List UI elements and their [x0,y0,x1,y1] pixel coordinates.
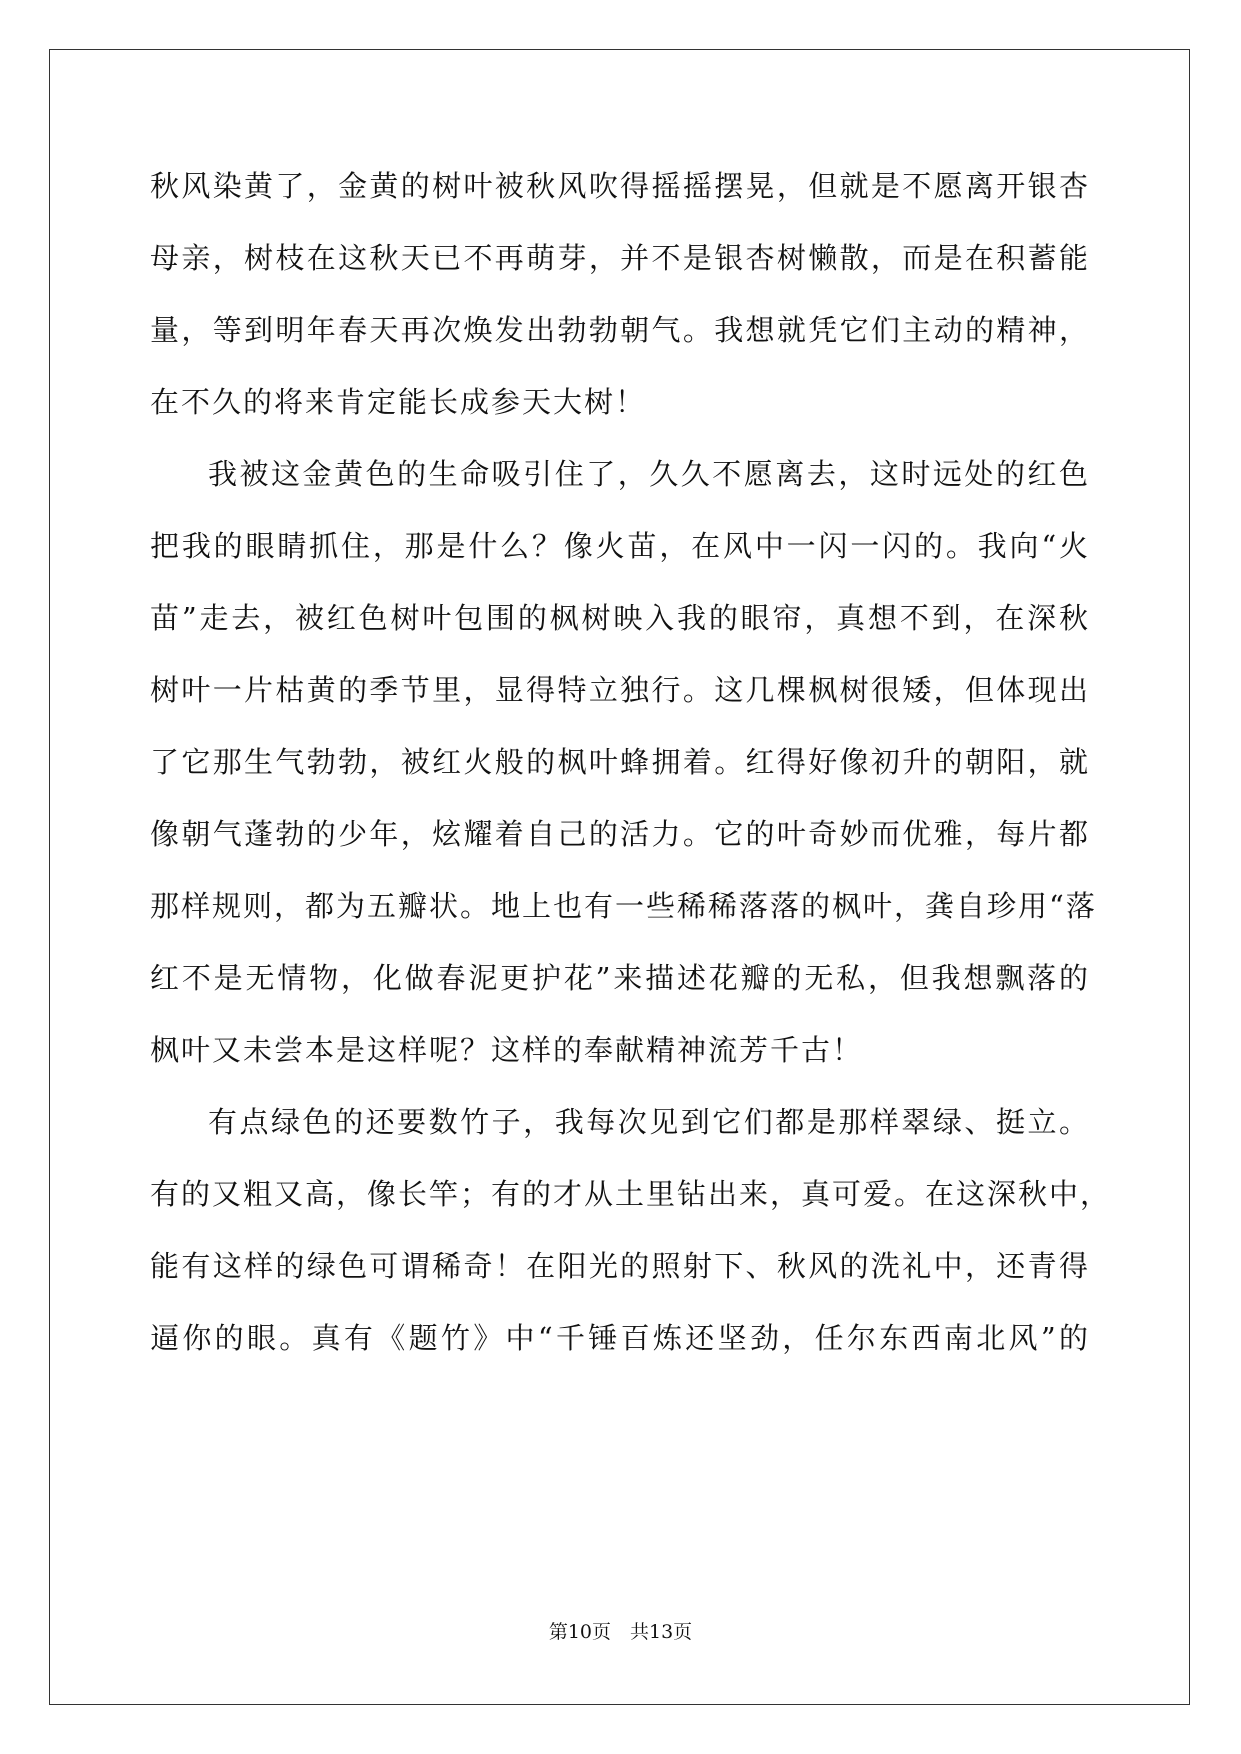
text-line: 母亲，树枝在这秋天已不再萌芽，并不是银杏树懒散，而是在积蓄能 [150,241,1090,275]
text-line: 量，等到明年春天再次焕发出勃勃朝气。我想就凭它们主动的精神， [150,313,1090,347]
text-line: 逼你的眼。真有《题竹》中“千锤百炼还坚劲，任尔东西南北风”的 [150,1321,1090,1355]
text-line: 把我的眼睛抓住，那是什么？像火苗，在风中一闪一闪的。我向“火 [150,529,1090,563]
text-line: 那样规则，都为五瓣状。地上也有一些稀稀落落的枫叶，龚自珍用“落 [150,889,1097,923]
text-line: 我被这金黄色的生命吸引住了，久久不愿离去，这时远处的红色 [208,457,1090,491]
text-line: 能有这样的绿色可谓稀奇！在阳光的照射下、秋风的洗礼中，还青得 [150,1249,1090,1283]
text-line: 像朝气蓬勃的少年，炫耀着自己的活力。它的叶奇妙而优雅，每片都 [150,817,1090,851]
text-line: 了它那生气勃勃，被红火般的枫叶蜂拥着。红得好像初升的朝阳，就 [150,745,1090,779]
text-line: 树叶一片枯黄的季节里，显得特立独行。这几棵枫树很矮，但体现出 [150,673,1090,707]
text-line: 有点绿色的还要数竹子，我每次见到它们都是那样翠绿、挺立。 [208,1105,1090,1139]
text-line: 红不是无情物，化做春泥更护花”来描述花瓣的无私，但我想飘落的 [150,961,1090,995]
text-line: 有的又粗又高，像长竿；有的才从土里钻出来，真可爱。在这深秋中， [150,1177,1112,1211]
document-body [150,150,1112,1374]
text-line: 在不久的将来肯定能长成参天大树！ [150,385,647,419]
text-line: 枫叶又未尝本是这样呢？这样的奉献精神流芳千古！ [150,1033,864,1067]
text-line: 苗”走去，被红色树叶包围的枫树映入我的眼帘，真想不到，在深秋 [150,601,1090,635]
text-line: 秋风染黄了，金黄的树叶被秋风吹得摇摇摆晃，但就是不愿离开银杏 [150,169,1090,203]
page-number-footer: 第10页 共13页 [548,1621,693,1643]
